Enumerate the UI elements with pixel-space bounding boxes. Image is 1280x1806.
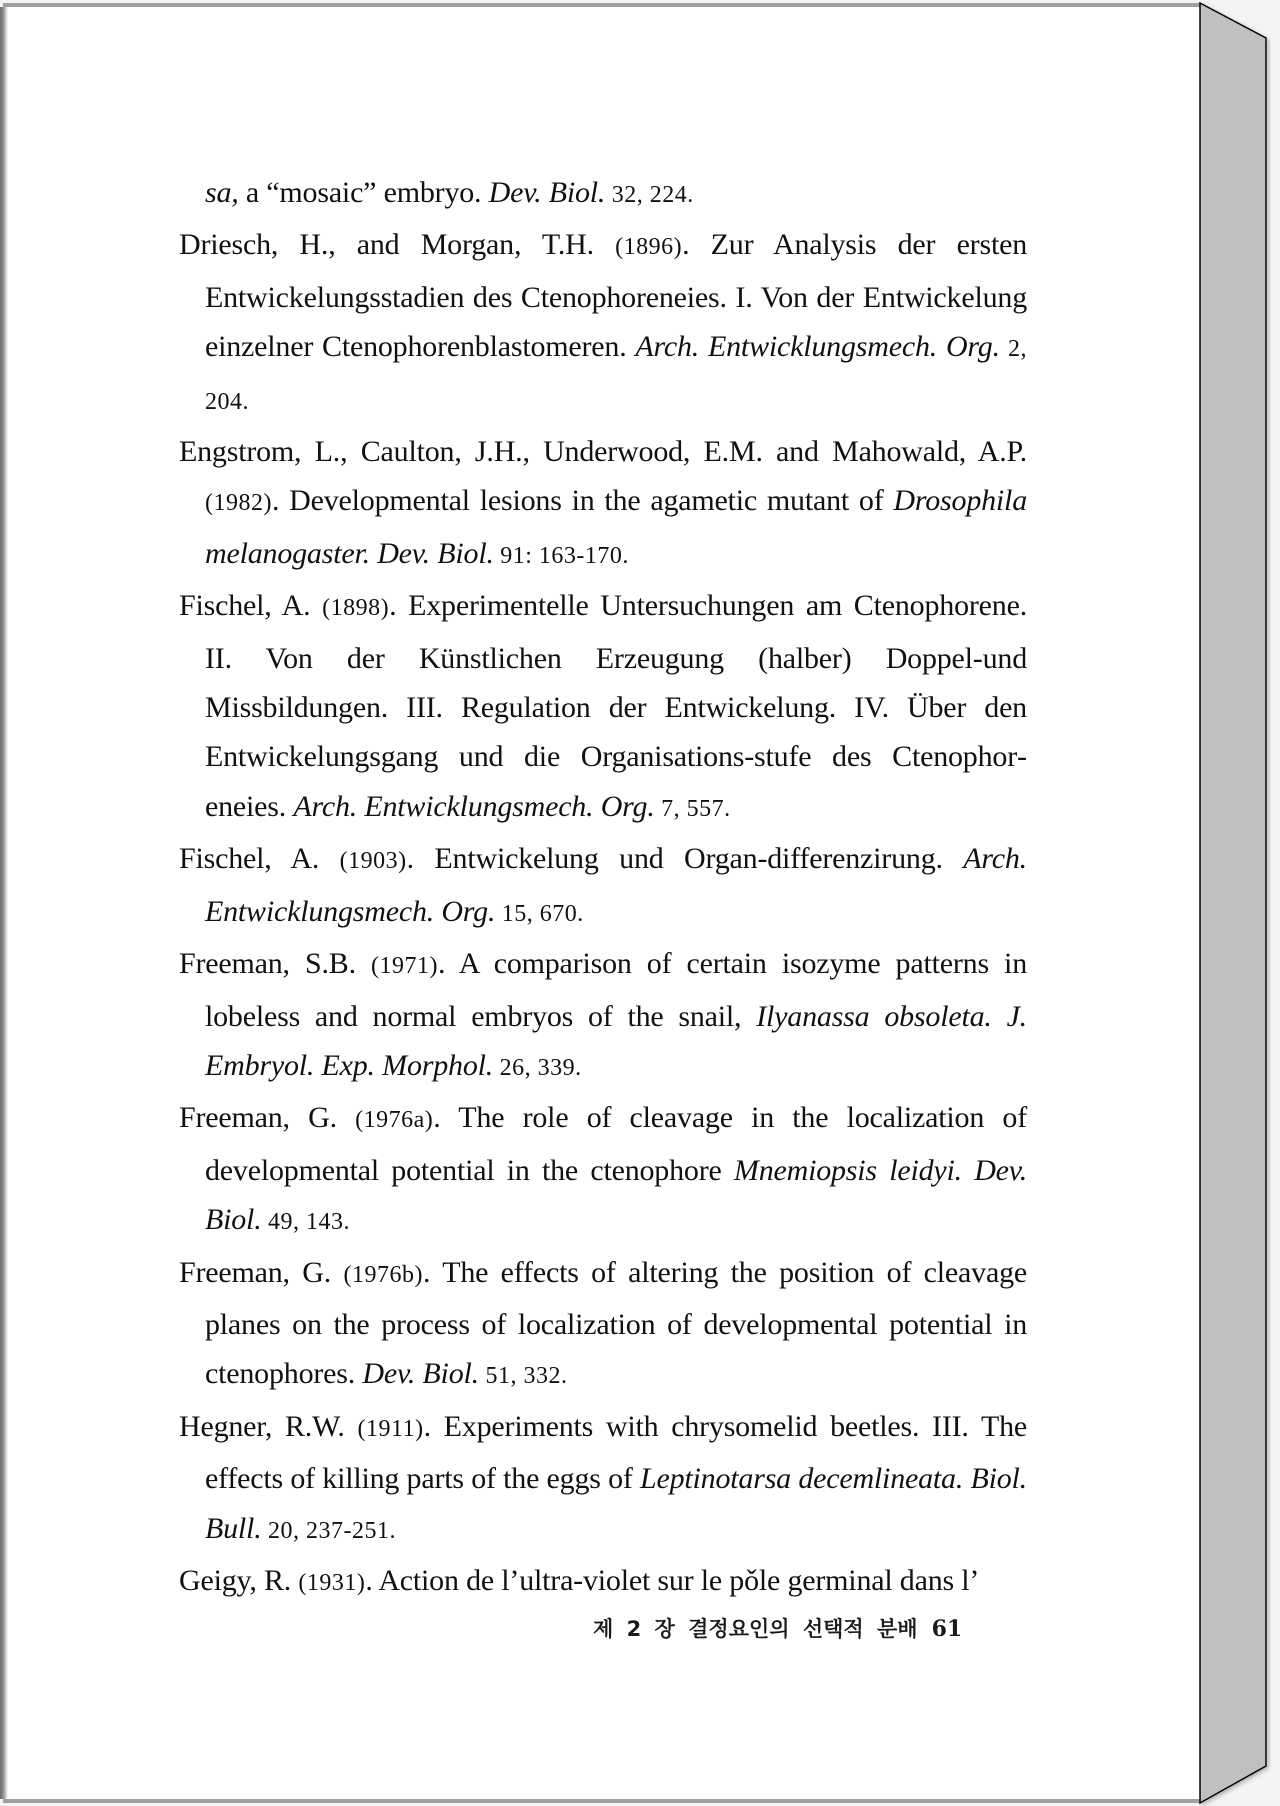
italic-citation: Dev. Biol. — [362, 1357, 479, 1391]
citation-number: (1976b) — [343, 1261, 423, 1288]
reference-text: . The effects of altering the position of cleavage planes on the process of localization of developmental potential in ctenophores. — [205, 1255, 1027, 1391]
citation-number: (1898) — [322, 595, 390, 622]
reference-entry — [179, 834, 1027, 939]
reference-text: Freeman, G. — [179, 1101, 356, 1135]
reference-text: Geigy, R. — [179, 1563, 299, 1597]
citation-number: (1911) — [357, 1415, 424, 1442]
italic-citation: Drosophila melanogaster. Dev. Biol. — [205, 484, 1027, 570]
page-number: 61 — [931, 1616, 963, 1642]
citation-number: (1931) — [298, 1569, 366, 1596]
citation-number: 26, 339. — [493, 1054, 582, 1081]
italic-citation: Arch. Entwicklungsmech. Org. — [635, 330, 1000, 364]
reference-text: . Experiments with chrysomelid beetles. III. The effects of killing parts of the eggs of — [205, 1409, 1027, 1496]
reference-text: . Entwickelung und Organ-differenzirung. — [406, 842, 964, 876]
reference-text: Driesch, H., and Morgan, T.H. — [179, 228, 616, 262]
book-edge-icon — [1199, 0, 1271, 1806]
citation-number: (1971) — [371, 953, 438, 980]
reference-text: . Action de l’ultra-violet sur le pǒle germinal dans l’ — [365, 1563, 980, 1597]
reference-entry — [179, 168, 1027, 220]
citation-number: 32, 224. — [605, 182, 694, 208]
citation-number: 91: 163-170. — [493, 542, 629, 569]
reference-entry — [179, 1093, 1027, 1247]
reference-entry — [179, 220, 1027, 427]
reference-text: . Developmental lesions in the agametic mutant of — [271, 484, 894, 518]
reference-list — [179, 168, 1027, 1608]
reference-entry — [179, 1556, 1027, 1608]
citation-number: 51, 332. — [478, 1363, 568, 1390]
citation-number: 7, 557. — [654, 795, 731, 822]
italic-citation: Arch. Entwicklungsmech. Org. — [293, 789, 655, 823]
reference-entry — [179, 1402, 1027, 1556]
reference-text: Freeman, S.B. — [179, 947, 372, 981]
reference-text: . Experimentelle Untersuchungen am Ctenophorene. II. Von der Künstlichen Erzeugung (halber) Doppel-und Missbildungen. III. Regulation der Entwickelung. IV. Über den Entwickelungsgang und die Organisations-stufe des Ctenophoreneies. — [205, 589, 1027, 823]
reference-text: . The role of cleavage in the localization of developmental potential in the ctenophore — [205, 1101, 1027, 1187]
citation-number: 20, 237-251. — [261, 1517, 396, 1544]
reference-text: . A comparison of certain isozyme patterns in lobeless and normal embryos of the snail, — [205, 947, 1027, 1033]
italic-citation: Arch. Entwicklungsmech. Org. — [205, 842, 1027, 928]
book-page — [3, 3, 1200, 1803]
citation-number: (1896) — [615, 234, 683, 261]
running-head: 제 2 장 결정요인의 선택적 분배 — [593, 1617, 918, 1641]
citation-number: (1903) — [339, 848, 407, 875]
reference-entry — [179, 581, 1027, 834]
italic-citation: Leptinotarsa decemlineata. Biol. Bull. — [205, 1462, 1027, 1545]
page-footer — [593, 1613, 962, 1643]
reference-text: a “mosaic” embryo. — [238, 176, 489, 209]
citation-number: (1982) — [205, 490, 272, 517]
reference-text: Freeman, G. — [179, 1255, 344, 1289]
citation-number: 15, 670. — [495, 900, 584, 927]
citation-number: (1976a) — [355, 1107, 434, 1134]
reference-text: Fischel, A. — [179, 842, 340, 876]
citation-number: 49, 143. — [261, 1209, 350, 1236]
reference-text: Fischel, A. — [179, 589, 323, 623]
italic-citation: Mnemiopsis leidyi. Dev. Biol. — [205, 1153, 1027, 1237]
reference-entry — [179, 427, 1027, 581]
italic-citation: Dev. Biol. — [488, 176, 606, 209]
reference-text: Hegner, R.W. — [179, 1409, 358, 1443]
italic-citation: sa, — [205, 176, 239, 209]
reference-entry — [179, 939, 1027, 1093]
reference-text: . Zur Analysis der ersten Entwickelungsstadien des Ctenophoreneies. I. Von der Entwickelung einzelner Ctenophorenblastomeren. — [205, 228, 1028, 364]
reference-text: Engstrom, L., Caulton, J.H., Underwood, E.M. and Mahowald, A.P. — [179, 435, 1027, 469]
citation-number: 2, 204. — [205, 336, 1027, 415]
italic-citation: Ilyanassa obsoleta. J. Embryol. Exp. Morphol. — [205, 999, 1027, 1082]
reference-entry — [179, 1248, 1027, 1402]
